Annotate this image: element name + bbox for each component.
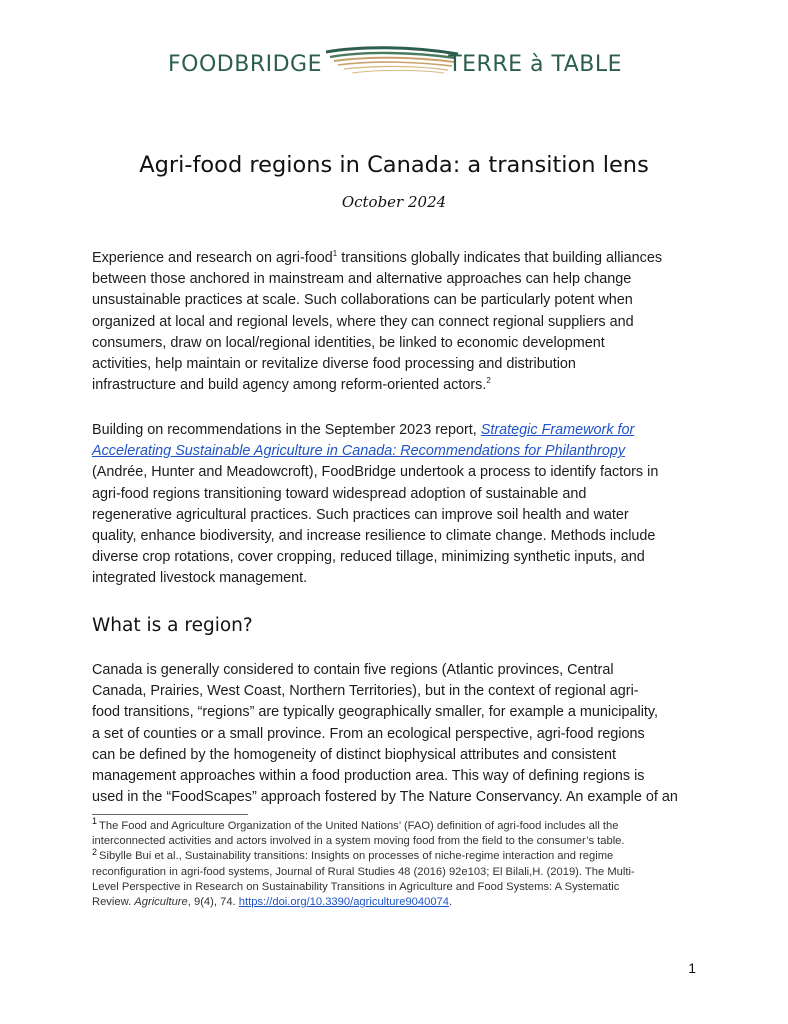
paragraph-line: diverse crop rotations, cover cropping, reduced tillage, minimizing synthetic inputs, and (92, 549, 645, 566)
report-link-cont[interactable]: Accelerating Sustainable Agriculture in Canada: Recommendations for Philanthropy (92, 443, 626, 460)
paragraph-line: consumers, draw on local/regional identities, be linked to economic development (92, 334, 605, 351)
logo-text-left: FOODBRIDGE (168, 52, 322, 77)
paragraph-line: agri-food regions transitioning toward widespread adoption of sustainable and (92, 485, 587, 502)
field-stripes-icon (320, 44, 464, 80)
paragraph-line: organized at local and regional levels, where they can connect regional suppliers and (92, 313, 634, 330)
footnote-ref-1[interactable]: 1 (332, 249, 338, 259)
paragraph-line: infrastructure and build agency among reform-oriented actors.$^2$ (92, 376, 491, 394)
paragraph-line: food transitions, “regions” are typically geographically smaller, for example a municipality, (92, 704, 659, 721)
foodbridge-logo (168, 44, 622, 84)
paragraph-line: a set of counties or a small province. From an ecological perspective, agri-food regions (92, 725, 645, 742)
paragraph-line: can be defined by the homogeneity of distinct biophysical attributes and consistent (92, 746, 616, 763)
paragraph-line: Building on recommendations in the September 2023 report, Strategic Framework for (92, 422, 635, 438)
section-heading: What is a region? (92, 615, 253, 636)
doi-link[interactable]: https://doi.org/10.3390/agriculture9040074 (238, 896, 449, 909)
paragraph-line: activities, help maintain or revitalize diverse food processing and distribution (92, 356, 576, 373)
paragraph-intro (92, 248, 698, 396)
paragraph-line: Experience and research on agri-food$^1$ transitions globally indicates that building alliances (92, 249, 663, 266)
footnote-number: 1 (92, 816, 98, 827)
document-title: Agri-food regions in Canada: a transition lens (139, 152, 649, 178)
paragraph-line: management approaches within a food production area. This way of defining regions is (92, 768, 645, 785)
paragraph-background (92, 420, 698, 590)
footnote-ref-2[interactable]: 2 (486, 376, 491, 386)
footnote-1: $^1$ The Food and Agriculture Organization of the United Nations’ (FAO) definition of agri-food includes all the interconnected activities and actors involved in a system moving food from the field to the consumer’s table. (92, 816, 625, 848)
paragraph-line: between those anchored in mainstream and alternative approaches can help change (92, 271, 632, 288)
paragraph-line: (Andrée, Hunter and Meadowcroft), FoodBridge undertook a process to identify factors in (92, 464, 659, 481)
footnote-2: $^2$ Sibylle Bui et al., Sustainability transitions: Insights on processes of niche-regime interaction and regime reconfiguration in agri-food systems, Journal of Rural Studies 48 (2016) 92e103; El Bilali,H. (2019). The Multi- Level Perspective in Research on Sustainability Transitions in Agriculture and Food Systems: A Systematic Review. Agriculture, 9(4), 74. https://doi.org/10.3390/agriculture9040074. (92, 846, 635, 909)
footnotes (92, 816, 696, 910)
paragraph-line: regenerative agricultural practices. Such practices can improve soil health and water (92, 506, 629, 523)
paragraph-line (92, 441, 698, 462)
paragraph-line: Canada, Prairies, West Coast, Northern Territories), but in the context of regional agri- (92, 683, 639, 700)
logo-text-right: TERRE à TABLE (448, 52, 622, 77)
document-date: October 2024 (341, 193, 447, 211)
footnote-divider (92, 814, 248, 815)
paragraph-line: Canada is generally considered to contain five regions (Atlantic provinces, Central (92, 662, 614, 678)
paragraph-region (92, 660, 698, 808)
footnote-number: 2 (92, 846, 98, 857)
report-link[interactable]: Strategic Framework for (480, 422, 635, 438)
paragraph-line: used in the “FoodScapes” approach fostered by The Nature Conservancy. An example of an (92, 789, 678, 806)
paragraph-line: unsustainable practices at scale. Such collaborations can be particularly potent when (92, 292, 633, 309)
page-number: 1 (688, 960, 696, 976)
paragraph-line: integrated livestock management. (92, 570, 308, 587)
paragraph-line: quality, enhance biodiversity, and increase resilience to climate change. Methods include (92, 528, 656, 545)
